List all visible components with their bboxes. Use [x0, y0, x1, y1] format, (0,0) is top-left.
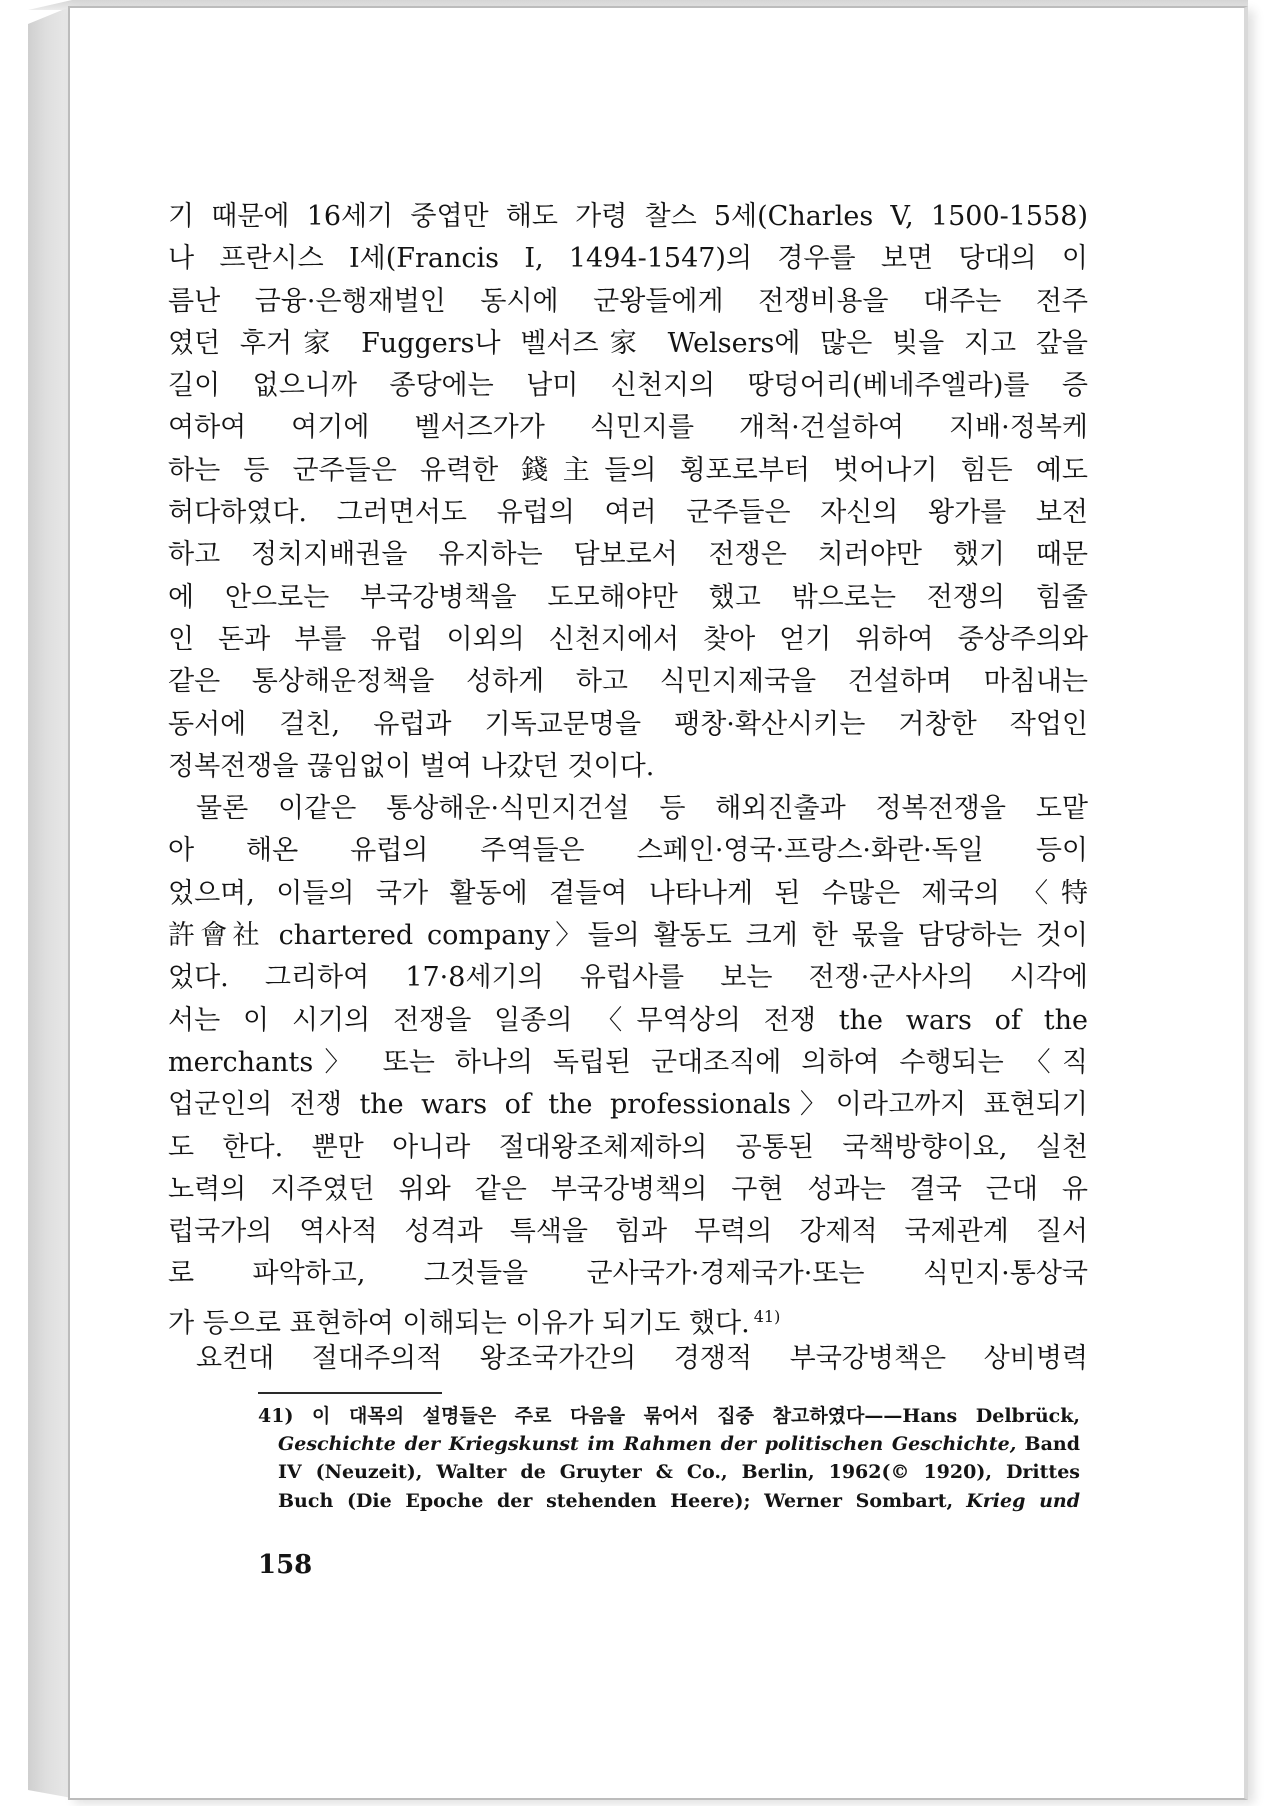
footnote-divider	[258, 1392, 442, 1394]
footnote-block	[258, 1402, 1080, 1515]
body-line: 길이 없으니까 종당에는 남미 신천지의 땅덩어리(베네주엘라)를 증	[168, 370, 1088, 402]
footnote-line	[258, 1458, 1080, 1486]
body-line: 許會社 chartered company〉들의 활동도 크게 한 몫을 담당하는 것이	[168, 920, 1088, 952]
body-text	[168, 196, 1088, 1380]
body-line: 로 파악하고, 그것들을 군사국가·경제국가·또는 식민지·통상국	[168, 1258, 1088, 1290]
body-line: 에 안으로는 부국강병책을 도모해야만 했고 밖으로는 전쟁의 힘줄	[168, 581, 1088, 613]
body-line: 었으며, 이들의 국가 활동에 곁들여 나타나게 된 수많은 제국의 〈特	[168, 877, 1088, 909]
body-line: 같은 통상해운정책을 성하게 하고 식민지제국을 건설하며 마침내는	[168, 666, 1088, 698]
footnote-line	[258, 1402, 1080, 1430]
body-line: 서는 이 시기의 전쟁을 일종의 〈무역상의 전쟁 the wars of the	[168, 1004, 1088, 1036]
footnote-text: Band	[1024, 1433, 1080, 1456]
body-line: 여하여 여기에 벨서즈가가 식민지를 개척·건설하여 지배·정복케	[168, 412, 1088, 444]
body-line: 럽국가의 역사적 성격과 특색을 힘과 무력의 강제적 국제관계 질서	[168, 1216, 1088, 1248]
body-line: 물론 이같은 통상해운·식민지건설 등 해외진출과 정복전쟁을 도맡	[196, 793, 1088, 825]
body-line: 가 등으로 표현하여 이해되는 이유가 되기도 했다. $^{41)}$	[168, 1306, 781, 1339]
footnote-book-title: Krieg und	[966, 1489, 1080, 1512]
body-line: 었다. 그리하여 17·8세기의 유럽사를 보는 전쟁·군사사의 시각에	[168, 962, 1088, 994]
body-line: 나 프란시스 I세(Francis I, 1494-1547)의 경우를 보면 당대의 이	[168, 243, 1088, 275]
body-line: 업군인의 전쟁 the wars of the professionals〉이라고까지 표현되기	[168, 1089, 1088, 1121]
body-line: 름난 금융·은행재벌인 동시에 군왕들에게 전쟁비용을 대주는 전주	[168, 285, 1088, 317]
body-line: 하고 정치지배권을 유지하는 담보로서 전쟁은 치러야만 했기 때문	[168, 539, 1088, 571]
footnote-book-title: Geschichte der Kriegskunst im Rahmen der politischen Geschichte,	[278, 1433, 1017, 1456]
body-line: 노력의 지주였던 위와 같은 부국강병책의 구현 성과는 결국 근대 유	[168, 1173, 1088, 1205]
footnote-text: IV (Neuzeit), Walter de Gruyter & Co., Berlin, 1962(© 1920), Drittes	[278, 1461, 1080, 1484]
book-spine-edge	[28, 6, 72, 1798]
footnote-text: Buch (Die Epoche der stehenden Heere); Werner Sombart,	[278, 1489, 954, 1512]
body-line: 도 한다. 뿐만 아니라 절대왕조체제하의 공통된 국책방향이요, 실천	[168, 1131, 1088, 1163]
footnote-number: 41)	[258, 1405, 294, 1427]
body-line: 동서에 걸친, 유럽과 기독교문명을 팽창·확산시키는 거창한 작업인	[168, 708, 1088, 740]
page-number: 158	[258, 1550, 313, 1580]
footnote-line	[258, 1487, 1080, 1515]
footnote-text: 이 대목의 설명들은 주로 다음을 묶어서 집중 참고하였다——Hans Delbrück,	[312, 1405, 1080, 1427]
footnote-line	[258, 1430, 1080, 1458]
body-line: 인 돈과 부를 유럽 이외의 신천지에서 찾아 얻기 위하여 중상주의와	[168, 623, 1088, 655]
body-line: 정복전쟁을 끊임없이 벌여 나갔던 것이다.	[168, 750, 655, 782]
body-line: merchants〉 또는 하나의 독립된 군대조직에 의하여 수행되는 〈직	[168, 1046, 1088, 1078]
body-line: 였던 후거家 Fuggers나 벨서즈家 Welsers에 많은 빚을 지고 갚을	[168, 327, 1088, 359]
body-line: 하는 등 군주들은 유력한 錢主들의 횡포로부터 벗어나기 힘든 예도	[168, 454, 1088, 486]
body-line: 허다하였다. 그러면서도 유럽의 여러 군주들은 자신의 왕가를 보전	[168, 497, 1088, 529]
footnote-reference: 41)	[753, 1306, 781, 1326]
body-line: 요컨대 절대주의적 왕조국가간의 경쟁적 부국강병책은 상비병력	[196, 1343, 1088, 1375]
body-line: 아 해온 유럽의 주역들은 스페인·영국·프랑스·화란·독일 등이	[168, 835, 1088, 867]
body-line: 기 때문에 16세기 중엽만 해도 가령 찰스 5세(Charles V, 1500-1558)	[168, 201, 1088, 232]
